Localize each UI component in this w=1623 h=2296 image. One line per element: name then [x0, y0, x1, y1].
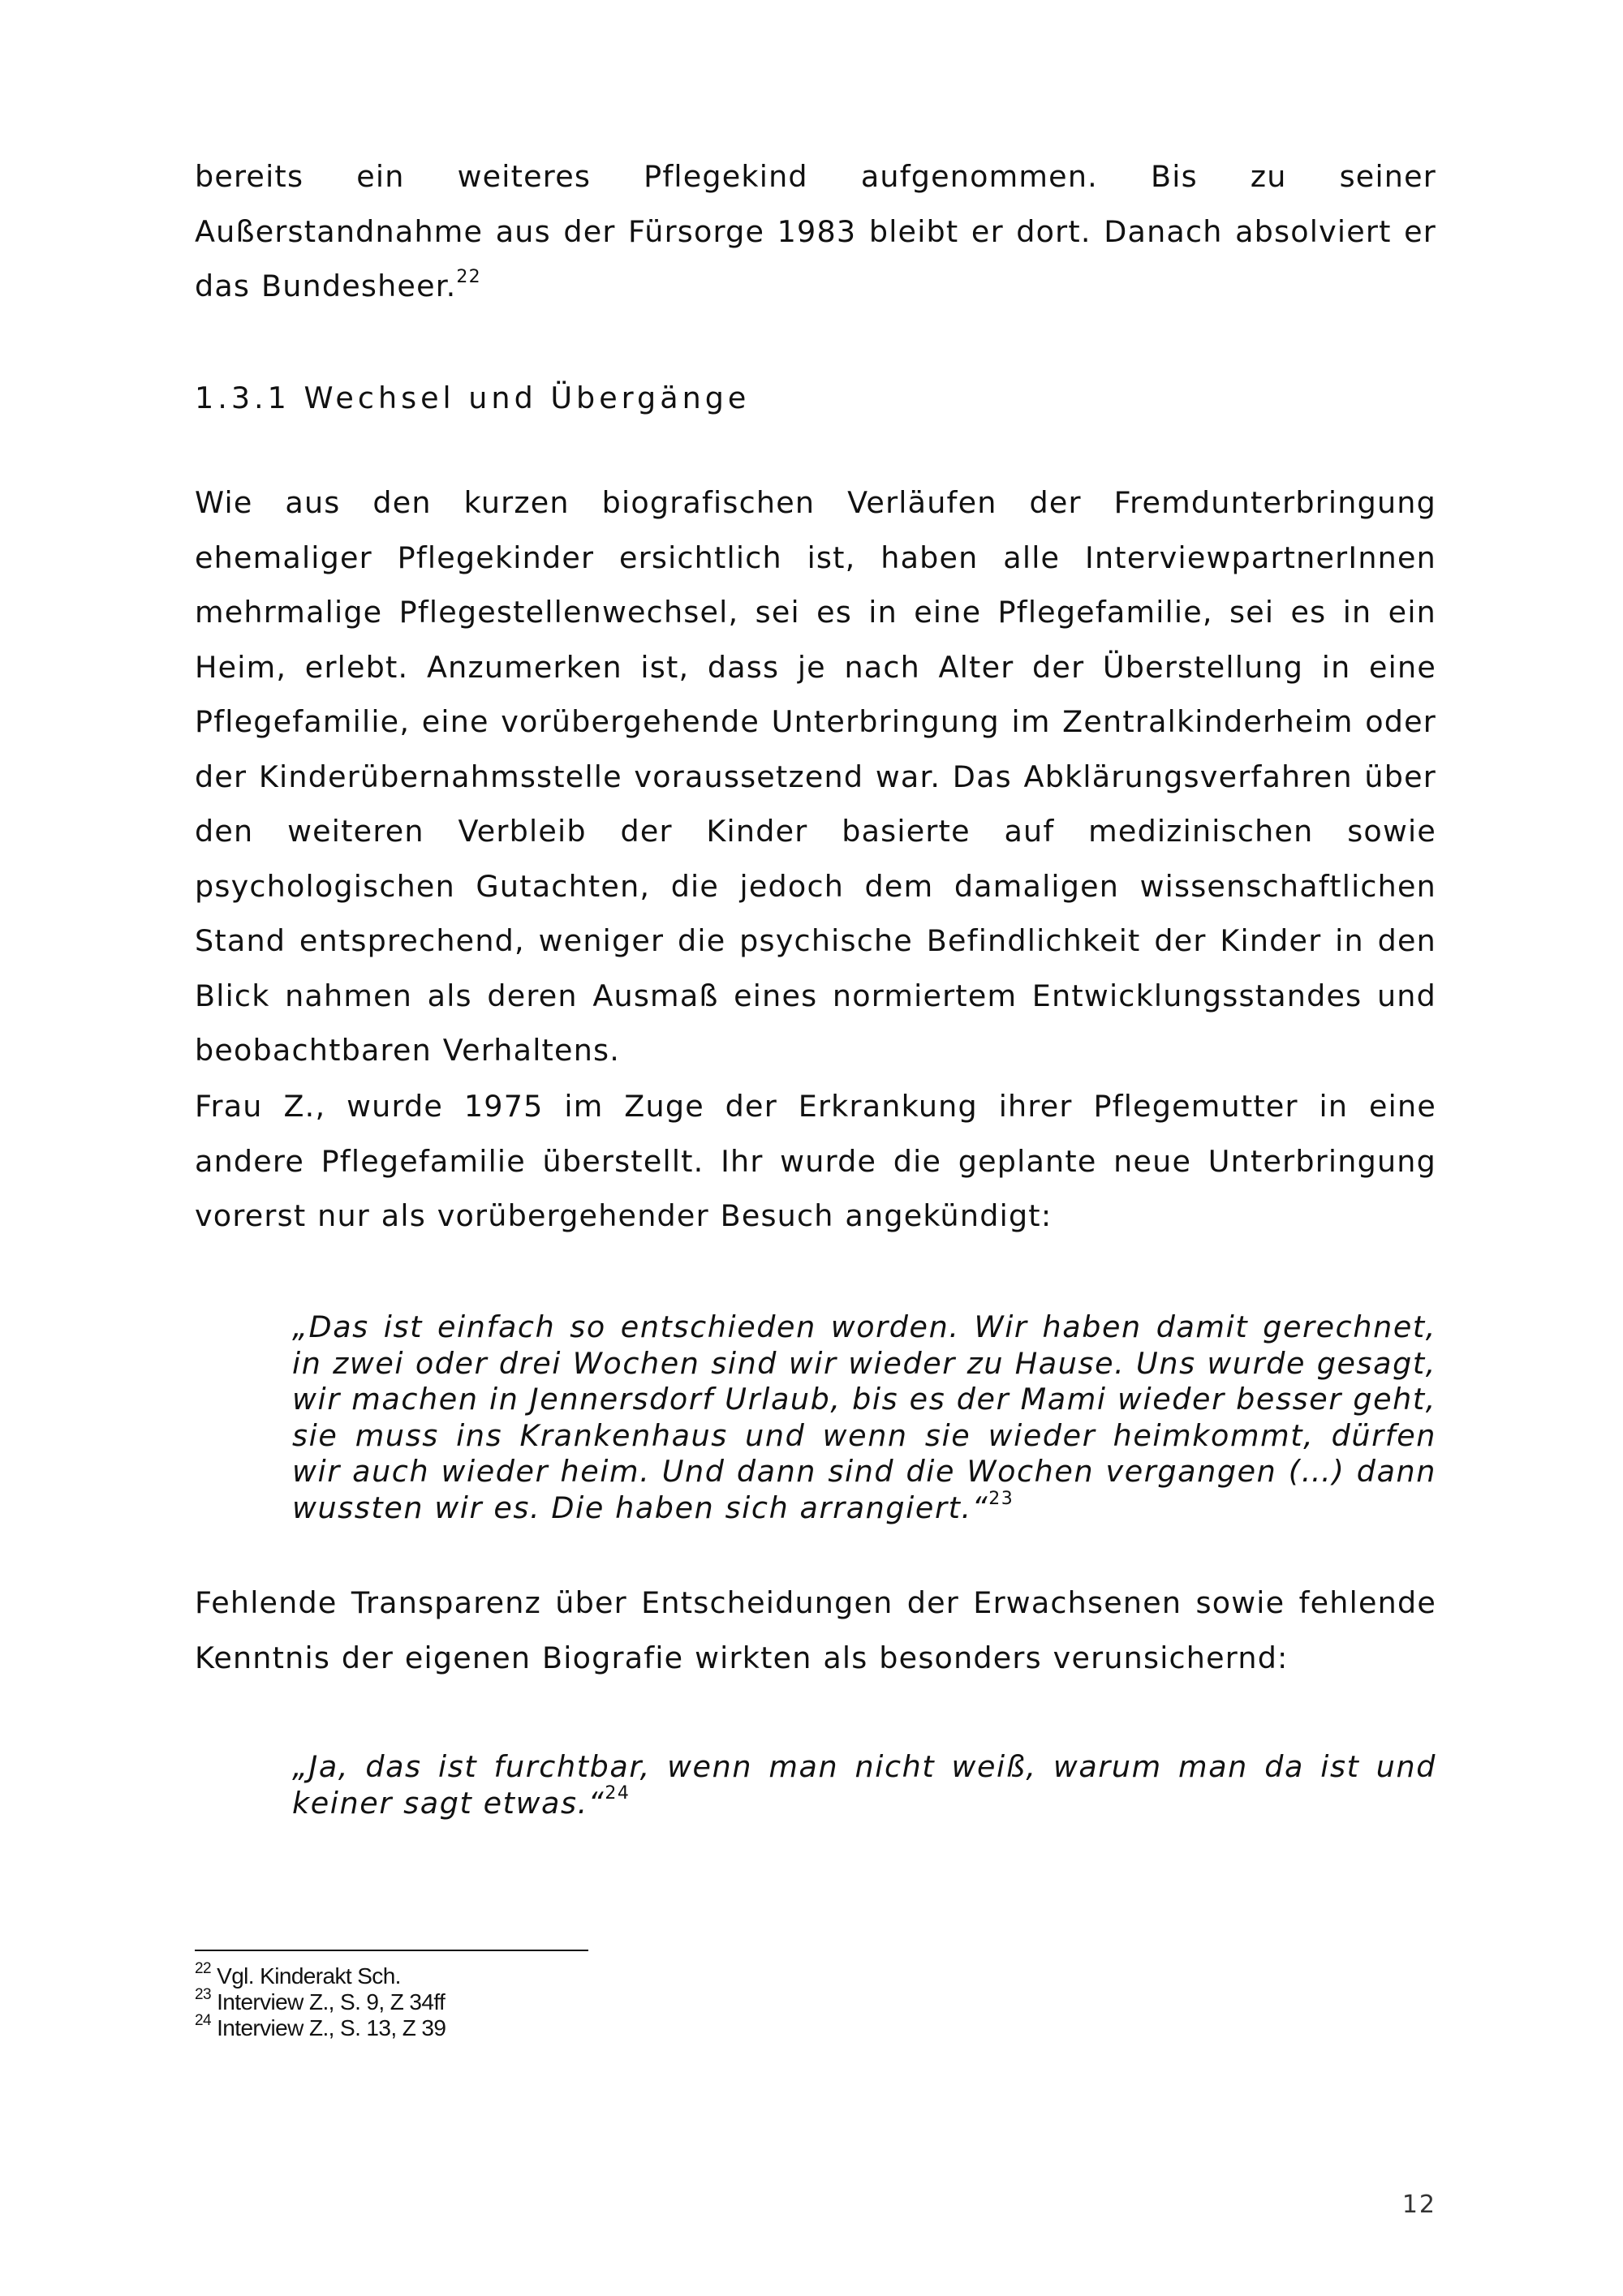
footnote-ref-24: 24	[605, 1783, 631, 1804]
footnote-item	[195, 1959, 844, 1989]
footnote-number: 24	[195, 2011, 211, 2029]
footnote-text: Interview Z., S. 13, Z 39	[217, 2015, 446, 2040]
paragraph-3-text: Frau Z., wurde 1975 im Zuge der Erkrankung ihrer Pflegemutter in eine andere Pflegefamilie überstellt. Ihr wurde die geplante neue Unterbringung vorerst nur als vorübergehender Besuch angekündigt:	[195, 1089, 1436, 1233]
footnote-text: Interview Z., S. 9, Z 34ff	[217, 1989, 446, 2014]
paragraph-4	[195, 1576, 1436, 1685]
paragraph-1-text: bereits ein weiteres Pflegekind aufgenommen. Bis zu seiner Außerstandnahme aus der Fürsorge 1983 bleibt er dort. Danach absolviert er das Bundesheer.	[195, 159, 1436, 303]
block-quote-1-text: „Das ist einfach so entschieden worden. Wir haben damit gerechnet, in zwei oder drei Wochen sind wir wieder zu Hause. Uns wurde gesagt, wir machen in Jennersdorf Urlaub, bis es der Mami wieder besser geht, sie muss ins Krankenhaus und wenn sie wieder heimkommt, dürfen wir auch wieder heim. Und dann sind die Wochen vergangen (…) dann wussten wir es. Die haben sich arrangiert.“	[292, 1309, 1436, 1525]
paragraph-4-text: Fehlende Transparenz über Entscheidungen der Erwachsenen sowie fehlende Kenntnis der eigenen Biografie wirkten als besonders verunsichernd:	[195, 1585, 1436, 1675]
footnote-ref-22: 22	[456, 266, 481, 287]
footnote-ref-23: 23	[988, 1488, 1014, 1509]
paragraph-2	[195, 475, 1436, 1078]
section-heading-text: 1.3.1 Wechsel und Übergänge	[195, 381, 751, 415]
footnote-item	[195, 1985, 844, 2015]
block-quote-2	[292, 1749, 1436, 1821]
paragraph-1	[195, 149, 1436, 314]
section-heading	[195, 378, 1436, 419]
paragraph-2-text: Wie aus den kurzen biografischen Verläufen der Fremdunterbringung ehemaliger Pflegekinder ersichtlich ist, haben alle InterviewpartnerInnen mehrmalige Pflegestellenwechsel, sei es in eine Pflegefamilie, sei es in ein Heim, erlebt. Anzumerken ist, dass je nach Alter der Überstellung in eine Pflegefamilie, eine vorübergehende Unterbringung im Zentralkinderheim oder der Kinderübernahmsstelle voraussetzend war. Das Abklärungsverfahren über den weiteren Verbleib der Kinder basierte auf medizinischen sowie psychologischen Gutachten, die jedoch dem damaligen wissenschaftlichen Stand entsprechend, weniger die psychische Befindlichkeit der Kinder in den Blick nahmen als deren Ausmaß eines normiertem Entwicklungsstandes und beobachtbaren Verhaltens.	[195, 485, 1436, 1068]
footnotes	[195, 1959, 844, 2041]
paragraph-3	[195, 1079, 1436, 1244]
block-quote-1	[292, 1309, 1436, 1527]
footnote-separator	[195, 1950, 588, 1951]
footnote-number: 22	[195, 1959, 211, 1977]
footnote-item	[195, 2011, 844, 2041]
page-number: 12	[1401, 2191, 1436, 2219]
block-quote-2-text: „Ja, das ist furchtbar, wenn man nicht weiß, warum man da ist und keiner sagt etwas.“	[292, 1749, 1436, 1821]
footnote-number: 23	[195, 1985, 211, 2003]
footnote-text: Vgl. Kinderakt Sch.	[217, 1963, 401, 1989]
